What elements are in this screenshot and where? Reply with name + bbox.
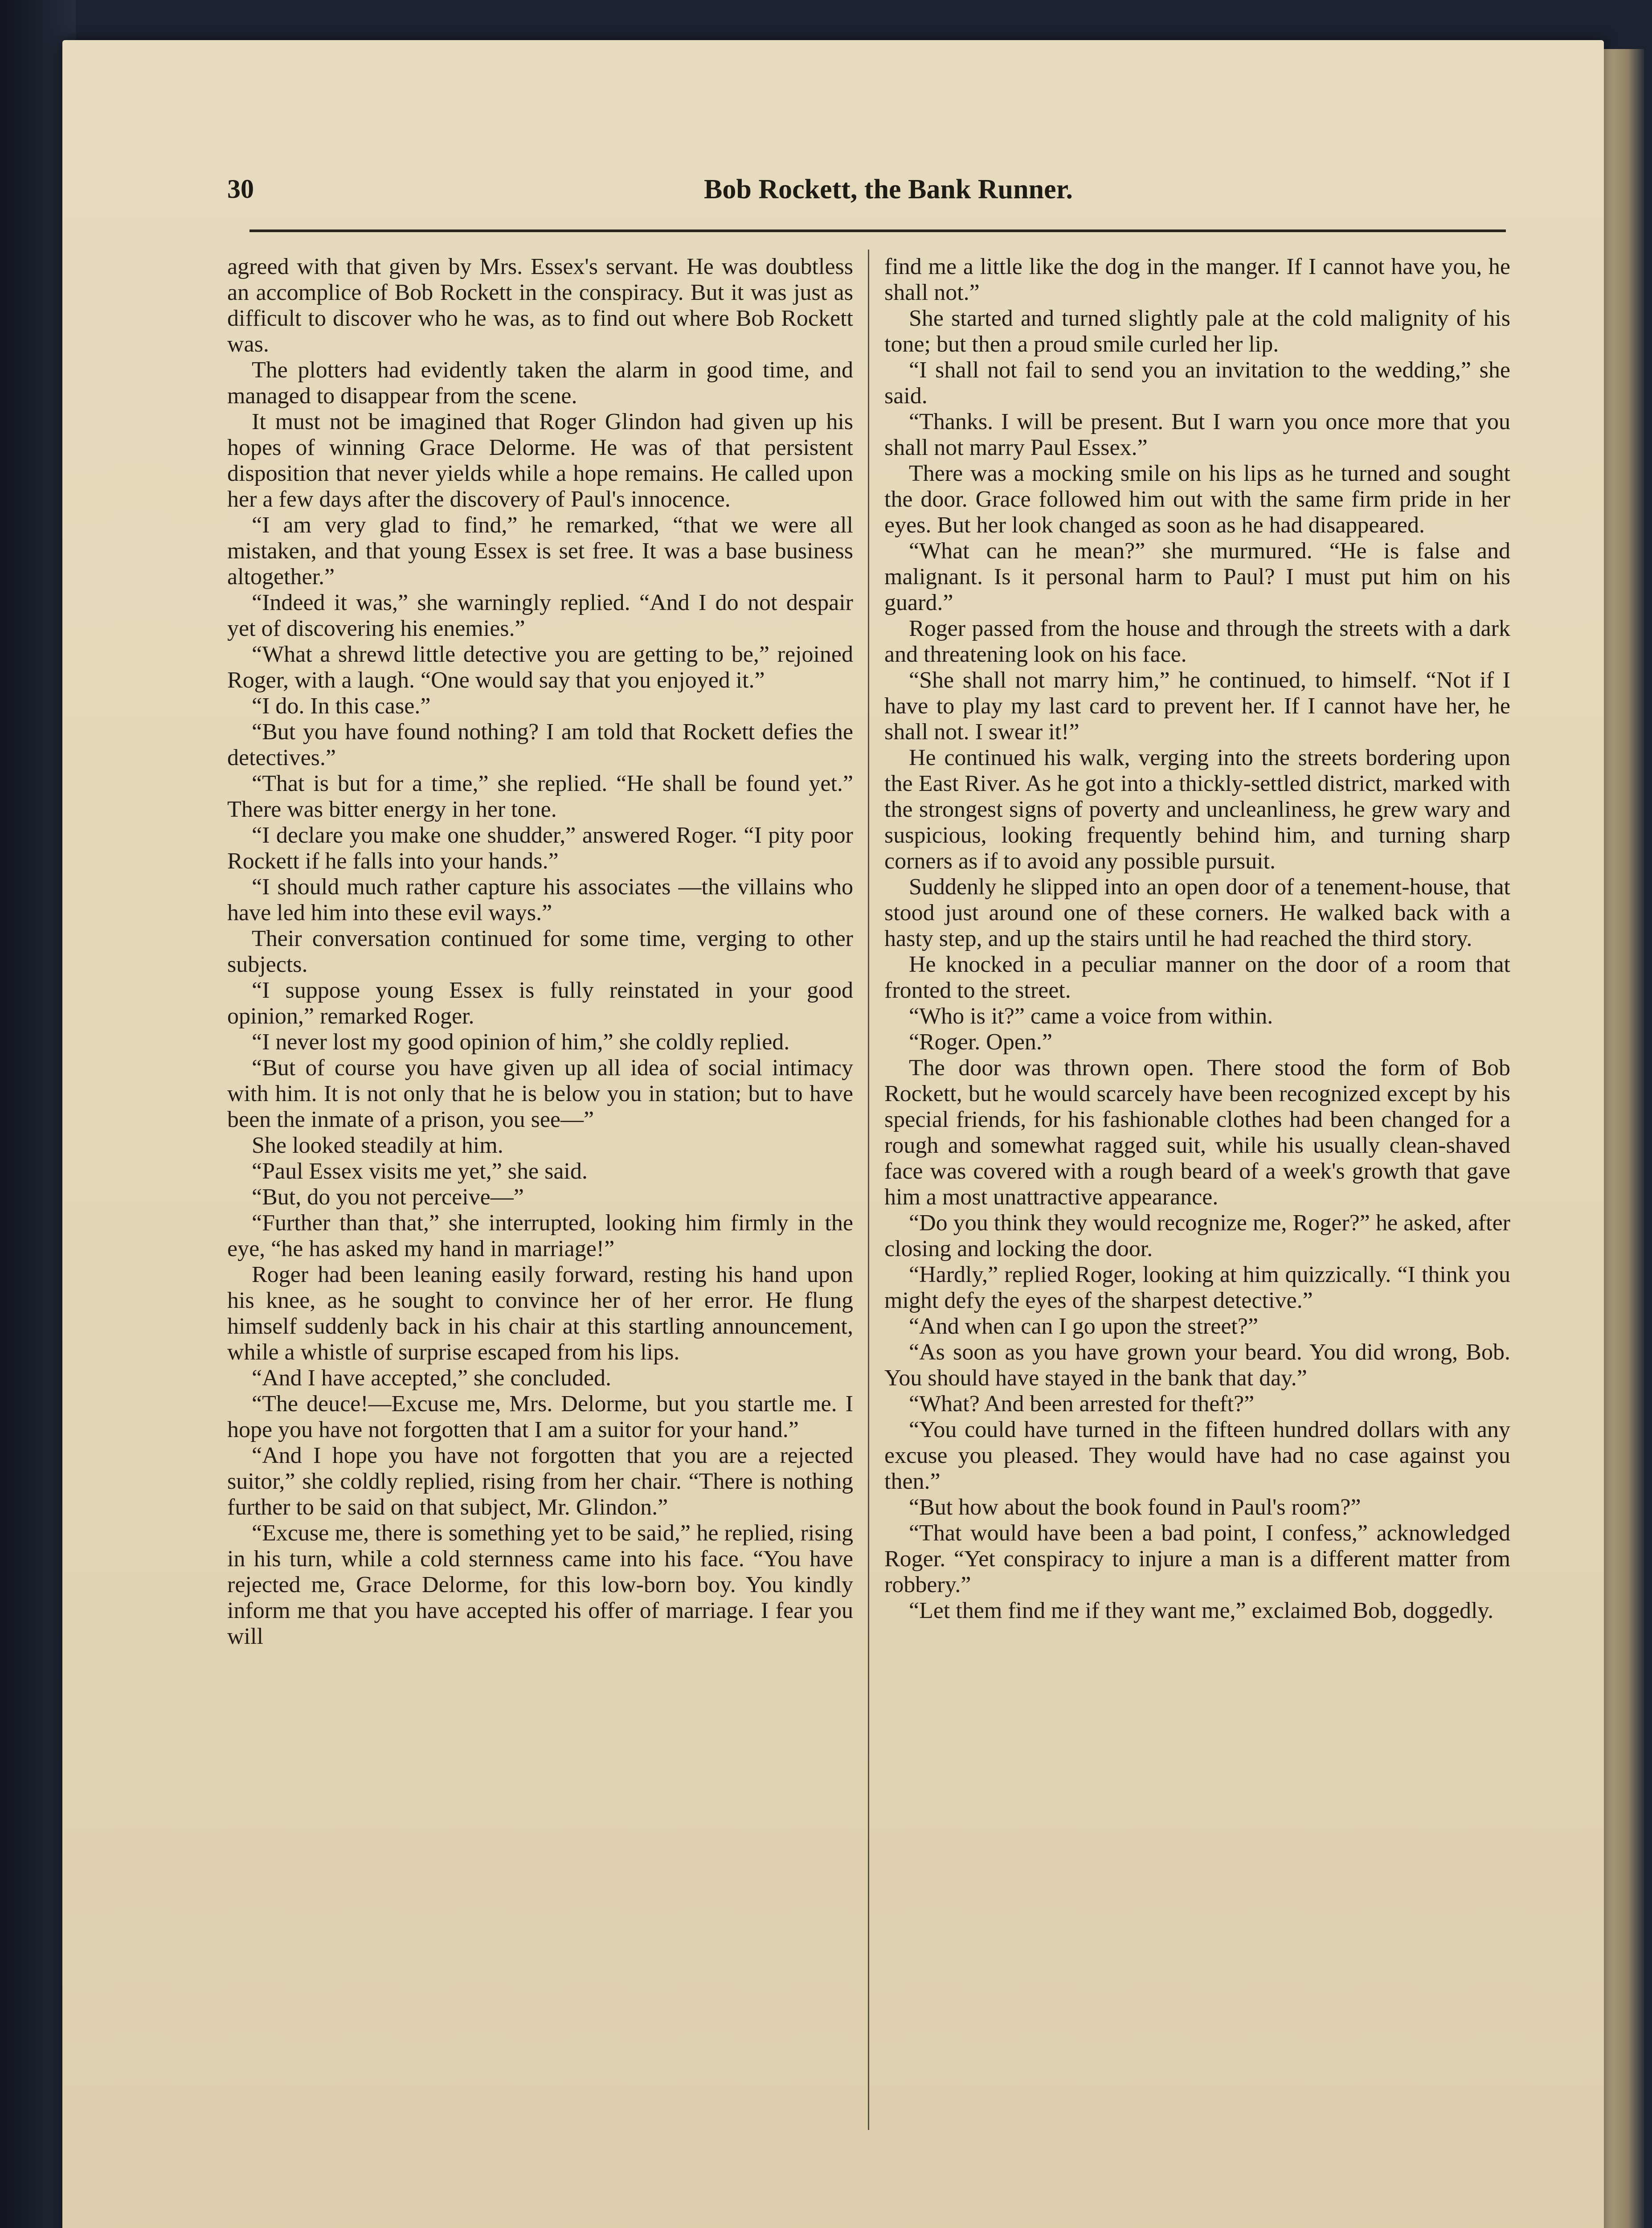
paragraph: “I never lost my good opinion of him,” she coldly replied. (252, 1029, 790, 1055)
paragraph: “I should much rather capture his associates —the villains who have led him into these evil ways.” (227, 874, 853, 926)
paragraph: “But how about the book found in Paul's room?” (909, 1495, 1361, 1520)
paragraph: Suddenly he slipped into an open door of a tenement-house, that stood just around one of these corners. He walked back with a hasty step, and up the stairs until he had reached the third story. (884, 874, 1510, 951)
paragraph: The door was thrown open. There stood the form of Bob Rockett, but he would scarcely have been recognized except by his special friends, for his fashionable clothes had been changed for a rough and somewhat ragged suit, while his usually clean-shaved face was covered with a rough beard of a week's growth that gave him a most unattractive appearance. (884, 1055, 1510, 1210)
paragraph: “I declare you make one shudder,” answered Roger. “I pity poor Rockett if he falls into your hands.” (227, 823, 853, 874)
paragraph: “I shall not fail to send you an invitation to the wedding,” she said. (884, 357, 1510, 409)
paragraph: She started and turned slightly pale at the cold malignity of his tone; but then a proud smile curled her lip. (884, 306, 1510, 357)
page-number: 30 (227, 174, 254, 204)
paragraph: “Roger. Open.” (909, 1029, 1053, 1055)
running-title: Bob Rockett, the Bank Runner. (704, 174, 1073, 205)
paragraph: “But you have found nothing? I am told that Rockett defies the detectives.” (227, 719, 853, 770)
paragraph: “What? And been arrested for theft?” (909, 1391, 1255, 1417)
paragraph: “I do. In this case.” (252, 693, 431, 719)
paragraph: agreed with that given by Mrs. Essex's servant. He was doubtless an accomplice of Bob Rockett in the conspiracy. But it was just as difficult to discover who he was, as to find out where Bob Rockett was. (227, 254, 853, 357)
page-header (169, 174, 1550, 227)
paragraph: “As soon as you have grown your beard. You did wrong, Bob. You should have stayed in the bank that day.” (884, 1339, 1510, 1391)
paragraph: “The deuce!—Excuse me, Mrs. Delorme, but you startle me. I hope you have not forgotten that I am a suitor for your hand.” (227, 1391, 853, 1442)
paragraph: Roger passed from the house and through the streets with a dark and threatening look on his face. (884, 616, 1510, 667)
paragraph: “And I hope you have not forgotten that you are a rejected suitor,” she coldly replied, rising from her chair. “There is nothing further to be said on that subject, Mr. Glindon.” (227, 1443, 853, 1520)
paragraph: He knocked in a peculiar manner on the door of a room that fronted to the street. (884, 952, 1510, 1003)
paragraph: “You could have turned in the fifteen hundred dollars with any excuse you pleased. They would have had no case against you then.” (884, 1417, 1510, 1494)
paragraph: “What can he mean?” she murmured. “He is false and malignant. Is it personal harm to Paul? I must put him on his guard.” (884, 538, 1510, 615)
column-divider (868, 250, 869, 2130)
page-edge (1604, 49, 1644, 2228)
paragraph: “Further than that,” she interrupted, looking him firmly in the eye, “he has asked my hand in marriage!” (227, 1210, 853, 1261)
paragraph: “Paul Essex visits me yet,” she said. (252, 1159, 588, 1184)
paragraph: Roger had been leaning easily forward, resting his hand upon his knee, as he sought to convince her of her error. He flung himself suddenly back in his chair at this startling announcement, while a whistle of surprise escaped from his lips. (227, 1262, 853, 1365)
paragraph: “Who is it?” came a voice from within. (909, 1003, 1273, 1029)
paragraph: “What a shrewd little detective you are getting to be,” rejoined Roger, with a laugh. “One would say that you enjoyed it.” (227, 642, 853, 693)
paragraph: “And when can I go upon the street?” (909, 1314, 1259, 1339)
paragraph: “Do you think they would recognize me, Roger?” he asked, after closing and locking the door. (884, 1210, 1510, 1261)
paragraph: “I am very glad to find,” he remarked, “that we were all mistaken, and that young Essex is set free. It was a base business altogether.” (227, 512, 853, 590)
paragraph: “That would have been a bad point, I confess,” acknowledged Roger. “Yet conspiracy to injure a man is a different matter from robbery.” (884, 1520, 1510, 1597)
paragraph: “Thanks. I will be present. But I warn you once more that you shall not marry Paul Essex.” (884, 409, 1510, 460)
right-text-column (884, 254, 1510, 1624)
paragraph: “She shall not marry him,” he continued, to himself. “Not if I have to play my last card to prevent her. If I cannot have her, he shall not. I swear it!” (884, 668, 1510, 745)
paragraph: He continued his walk, verging into the streets bordering upon the East River. As he got into a thickly-settled district, marked with the strongest signs of poverty and uncleanliness, he grew wary and suspicious, looking frequently behind him, and turning sharp corners as if to avoid any possible pursuit. (884, 745, 1510, 874)
paragraph: “Excuse me, there is something yet to be said,” he replied, rising in his turn, while a cold sternness came into his face. “You have rejected me, Grace Delorme, for this low-born boy. You kindly inform me that you have accepted his offer of marriage. I fear you will (227, 1520, 853, 1649)
paragraph: There was a mocking smile on his lips as he turned and sought the door. Grace followed him out with the same firm pride in her eyes. But her look changed as soon as he had disappeared. (884, 461, 1510, 538)
paragraph: “Let them find me if they want me,” exclaimed Bob, doggedly. (909, 1598, 1494, 1623)
paragraph: She looked steadily at him. (252, 1133, 503, 1158)
paragraph: “That is but for a time,” she replied. “He shall be found yet.” There was bitter energy in her tone. (227, 771, 853, 822)
paragraph: “Indeed it was,” she warningly replied. “And I do not despair yet of discovering his enemies.” (227, 590, 853, 641)
paragraph: “And I have accepted,” she concluded. (252, 1365, 612, 1391)
paragraph: “Hardly,” replied Roger, looking at him quizzically. “I think you might defy the eyes of the sharpest detective.” (884, 1262, 1510, 1313)
paragraph: The plotters had evidently taken the alarm in good time, and managed to disappear from the scene. (227, 357, 853, 409)
paragraph: “But, do you not perceive—” (252, 1184, 524, 1210)
left-text-column (227, 254, 853, 1650)
paragraph: “But of course you have given up all idea of social intimacy with him. It is not only that he is below you in station; but to have been the inmate of a prison, you see—” (227, 1055, 853, 1132)
paragraph: Their conversation continued for some time, verging to other subjects. (227, 926, 853, 977)
header-rule (249, 229, 1506, 232)
paragraph: It must not be imagined that Roger Glindon had given up his hopes of winning Grace Delorme. He was of that persistent disposition that never yields while a hope remains. He called upon her a few days after the discovery of Paul's innocence. (227, 409, 853, 512)
paragraph: “I suppose young Essex is fully reinstated in your good opinion,” remarked Roger. (227, 978, 853, 1029)
paragraph: find me a little like the dog in the manger. If I cannot have you, he shall not.” (884, 254, 1510, 305)
